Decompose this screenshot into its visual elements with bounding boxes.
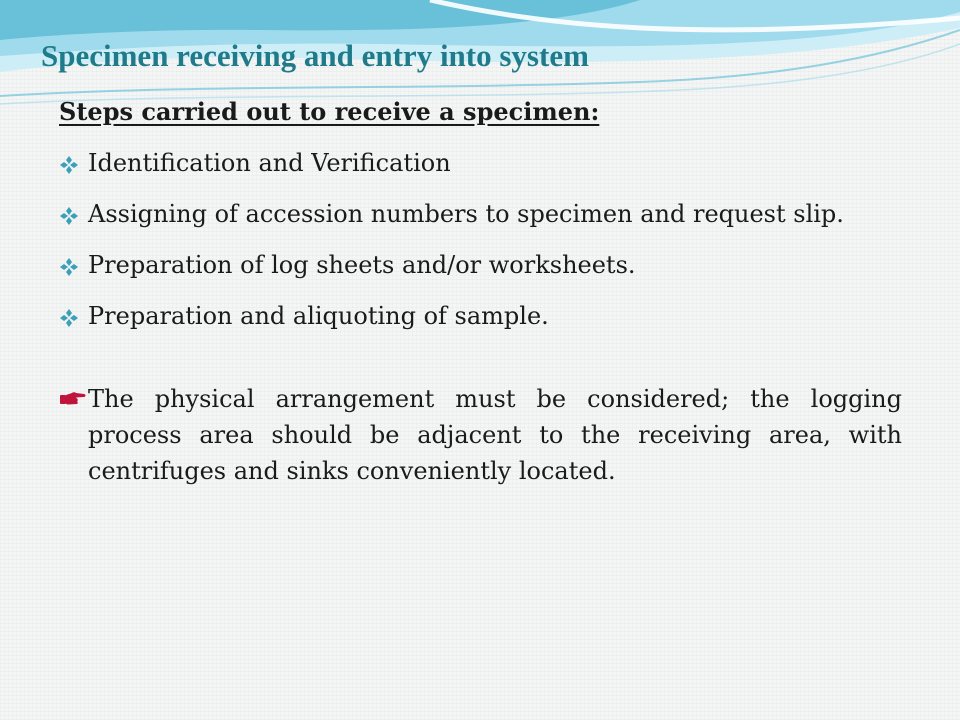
diamond-bullet-icon: [60, 196, 88, 225]
bullet-text: Assigning of accession numbers to specimen and request slip.: [88, 200, 844, 228]
bullet-text: Preparation and aliquoting of sample.: [88, 302, 549, 330]
bullet-text: Identification and Verification: [88, 149, 451, 177]
bullet-list: [60, 145, 902, 504]
diamond-bullet-icon: [60, 247, 88, 276]
bullet-text: The physical arrangement must be considered; the logging process area should be adjacent to the receiving area, with centrifuges and sinks conveniently located.: [88, 385, 902, 485]
pointing-hand-icon: [60, 381, 88, 406]
list-item: [60, 145, 902, 181]
slide-title: Specimen receiving and entry into system: [41, 38, 589, 73]
list-item: [60, 196, 902, 232]
list-item: [60, 381, 902, 489]
list-item: [60, 247, 902, 283]
list-item: [60, 298, 902, 334]
section-subheading: Steps carried out to receive a specimen:: [59, 97, 600, 126]
diamond-bullet-icon: [60, 145, 88, 174]
diamond-bullet-icon: [60, 298, 88, 327]
bullet-text: Preparation of log sheets and/or worksheets.: [88, 251, 636, 279]
